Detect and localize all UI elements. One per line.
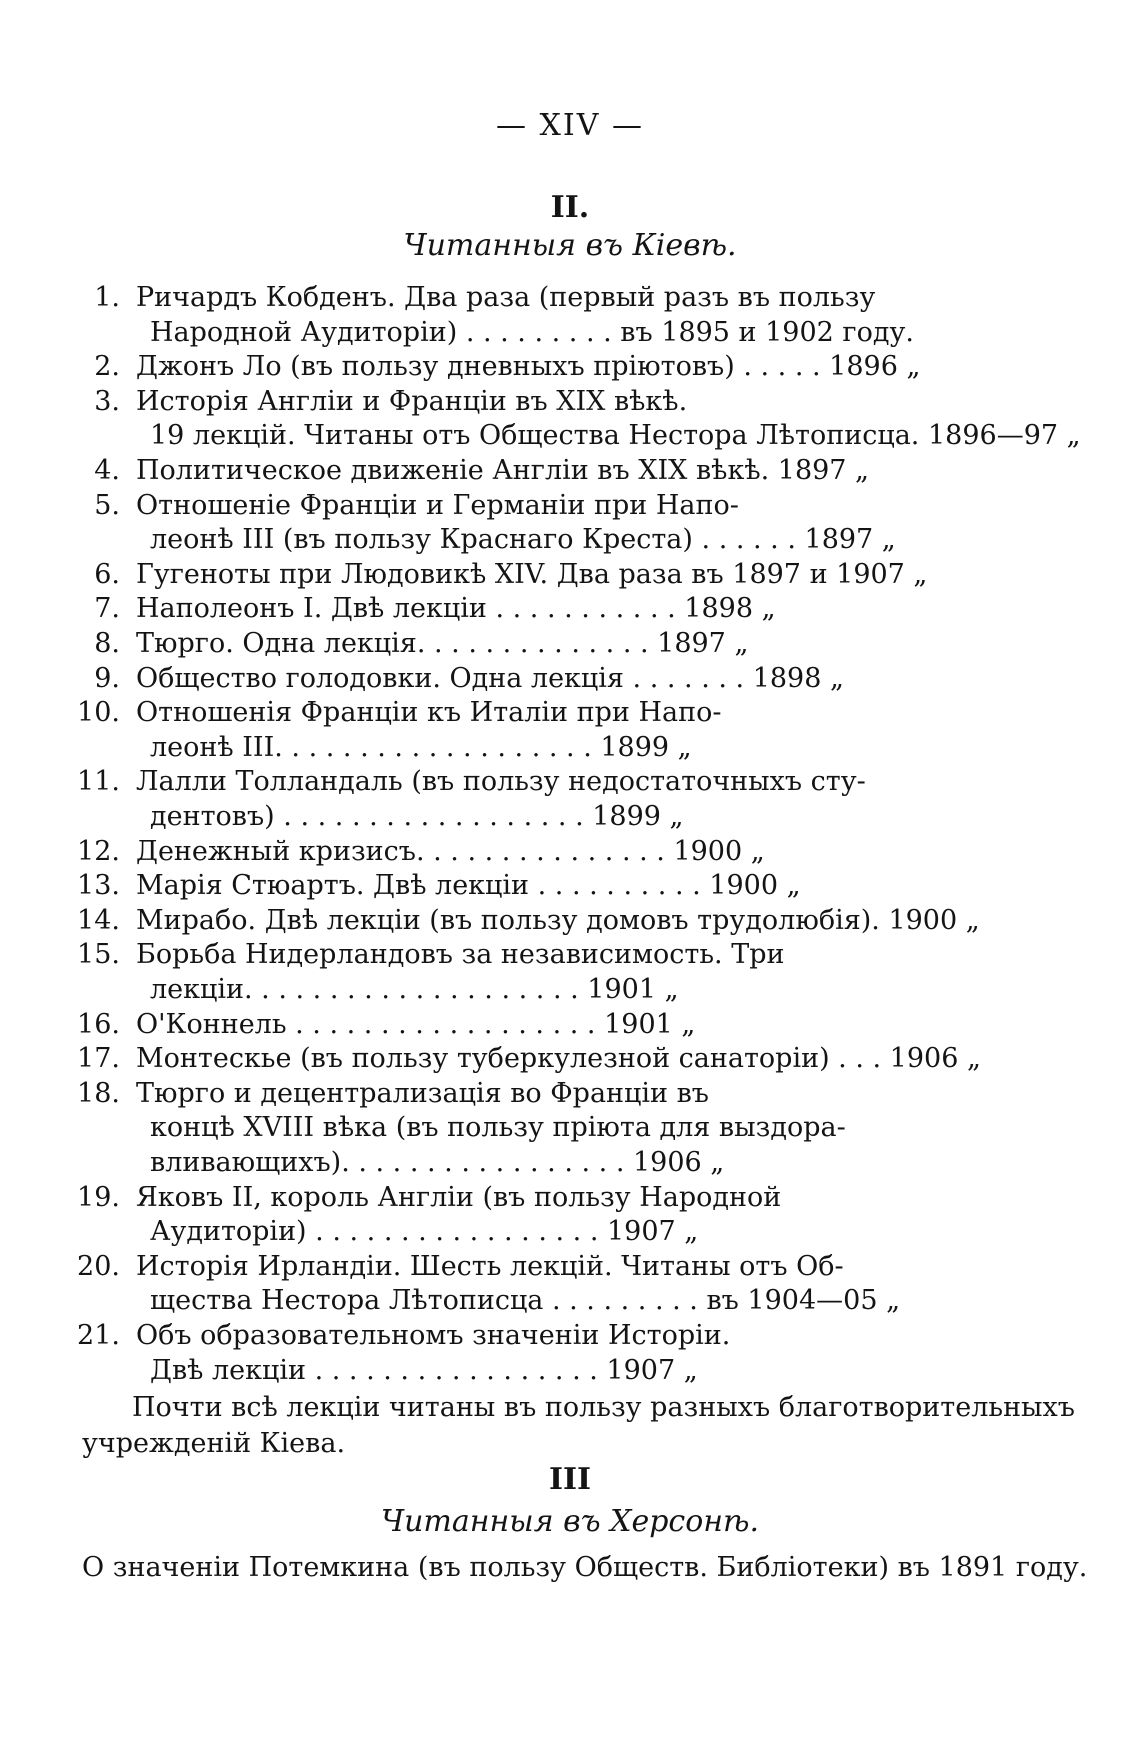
item-line: Политическое движеніе Англіи въ XIX вѣкѣ. 1897 „ [136,455,870,486]
item-line: вливающихъ). . . . . . . . . . . . . . . . . 1906 „ [150,1147,725,1178]
item-number: 1. [94,282,120,313]
item-line: Исторія Ирландіи. Шесть лекцій. Читаны отъ Об- [136,1250,844,1282]
item-line: леонѣ III (въ пользу Краснаго Креста) . . . . . . 1897 „ [150,524,896,556]
item-line: Наполеонъ I. Двѣ лекціи . . . . . . . . . . . 1898 „ [136,593,776,625]
section-2-title: Читанныя въ Кіевѣ. [403,228,737,263]
item-line: Гугеноты при Людовикѣ XIV. Два раза въ 1897 и 1907 „ [136,558,928,590]
item-line: Лалли Толландаль (въ пользу недостаточныхъ сту- [136,766,866,798]
item-number: 5. [94,489,120,521]
item-line: Монтескье (въ пользу туберкулезной санаторіи) . . . 1906 „ [136,1043,981,1075]
item-number: 9. [94,662,120,694]
item-number: 18. [77,1077,120,1109]
item-number: 13. [77,870,120,902]
item-line: Аудиторіи) . . . . . . . . . . . . . . . . . 1907 „ [150,1216,699,1248]
item-number: 2. [94,351,120,383]
item-number: 19. [77,1181,120,1213]
item-number: 11. [77,766,120,798]
item-line: щества Нестора Лѣтописца . . . . . . . . . въ 1904—05 „ [150,1285,901,1317]
item-line: Тюрго и децентрализація во Франціи въ [136,1077,709,1109]
note-line-2: учрежденій Кіева. [82,1428,346,1459]
item-line: леонѣ III. . . . . . . . . . . . . . . . . . . 1899 „ [150,731,692,763]
item-line: Двѣ лекціи . . . . . . . . . . . . . . . . . 1907 „ [150,1354,698,1386]
item-number: 20. [77,1250,120,1282]
item-line: дентовъ) . . . . . . . . . . . . . . . . . . 1899 „ [150,801,684,832]
item-line: лекціи. . . . . . . . . . . . . . . . . . . . 1901 „ [150,974,679,1005]
item-number: 10. [77,697,120,729]
section-2-number: II. [550,190,590,225]
item-line: Мирабо. Двѣ лекціи (въ пользу домовъ трудолюбія). 1900 „ [136,904,980,936]
item-number: 17. [77,1043,120,1075]
item-line: О'Коннель . . . . . . . . . . . . . . . . . . 1901 „ [136,1008,696,1040]
item-line: Отношеніе Франціи и Германіи при Напо- [136,489,739,521]
item-line: Ричардъ Кобденъ. Два раза (первый разъ въ пользу [136,282,876,313]
item-number: 14. [77,904,120,936]
item-line: Марія Стюартъ. Двѣ лекціи . . . . . . . . . . 1900 „ [136,870,801,902]
item-number: 4. [94,455,120,486]
page-number: — XIV — [496,108,644,143]
item-number: 15. [77,939,120,971]
item-line: концѣ XVIII вѣка (въ пользу пріюта для выздора- [150,1112,846,1144]
item-number: 3. [94,385,120,417]
item-line: Отношенія Франціи къ Италіи при Напо- [136,697,722,729]
item-line: Народной Аудиторіи) . . . . . . . . . въ 1895 и 1902 году. [150,316,914,348]
item-line: Исторія Англіи и Франціи въ XIX вѣкѣ. [136,385,688,417]
item-number: 6. [94,558,120,590]
item-line: Тюрго. Одна лекція. . . . . . . . . . . . . . 1897 „ [136,628,749,659]
note-line-1: Почти всѣ лекціи читаны въ пользу разныхъ благотворительныхъ [132,1392,1075,1423]
item-number: 12. [77,835,120,867]
item-number: 21. [77,1320,120,1351]
item-number: 7. [94,593,120,625]
item-line: Борьба Нидерландовъ за независимость. Три [136,939,785,971]
section-3-item: О значеніи Потемкина (въ пользу Обществ. Библіотеки) въ 1891 году. [82,1552,1088,1583]
item-line: Яковъ II, король Англіи (въ пользу Народной [136,1181,782,1213]
item-line: Джонъ Ло (въ пользу дневныхъ пріютовъ) . . . . . 1896 „ [136,351,921,383]
item-line: 19 лекцій. Читаны отъ Общества Нестора Лѣтописца. 1896—97 „ [150,420,1081,452]
item-number: 8. [94,628,120,659]
item-line: Объ образовательномъ значеніи Исторіи. [136,1320,731,1351]
item-line: Общество голодовки. Одна лекція . . . . . . . 1898 „ [136,662,844,694]
section-3-title: Читанныя въ Херсонѣ. [380,1504,760,1539]
section-3-number: III [548,1462,592,1497]
item-line: Денежный кризисъ. . . . . . . . . . . . . . . 1900 „ [136,835,765,867]
item-number: 16. [77,1008,120,1040]
